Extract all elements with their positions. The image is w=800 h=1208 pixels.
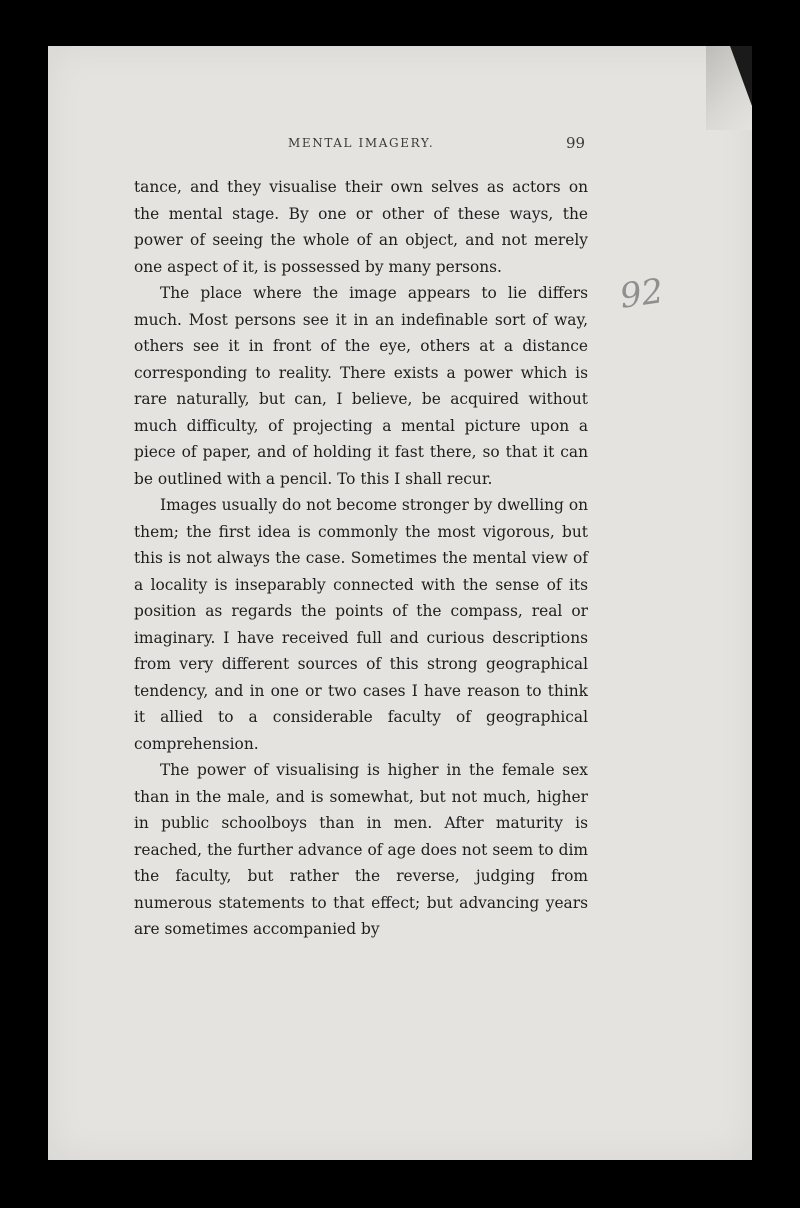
book-page — [48, 46, 752, 1160]
paragraph-1: tance, and they visualise their own selves as actors on the mental stage. By one or other of these ways, the power of seeing the whole of an object, and not merely one aspect of it, is possessed by many persons. — [134, 178, 588, 276]
page-number: 99 — [566, 134, 586, 152]
page-corner-fold — [706, 46, 752, 130]
body-text — [134, 174, 588, 943]
paragraph-4: The power of visualising is higher in the female sex than in the male, and is somewhat, but not much, higher in public schoolboys than in men. After maturity is reached, the further advance of age does not seem to dim the faculty, but rather the reverse, judging from numerous statements to that effect; but advancing years are sometimes accompanied by — [134, 761, 588, 938]
paragraph-3: Images usually do not become stronger by dwelling on them; the first idea is commonly the most vigorous, but this is not always the case. Sometimes the mental view of a locality is inseparably connected with the sense of its position as regards the points of the compass, real or imaginary. I have received full and curious descriptions from very different sources of this strong geographical tendency, and in one or two cases I have reason to think it allied to a considerable faculty of geographical comprehension. — [134, 496, 588, 753]
paragraph-2: The place where the image appears to lie differs much. Most persons see it in an indefinable sort of way, others see it in front of the eye, others at a distance corresponding to reality. There exists a power which is rare naturally, but can, I believe, be acquired without much difficulty, of projecting a mental picture upon a piece of paper, and of holding it fast there, so that it can be outlined with a pencil. To this I shall recur. — [134, 284, 588, 488]
running-head — [48, 134, 752, 154]
running-title: MENTAL IMAGERY. — [288, 136, 435, 150]
page-corner-edge — [730, 46, 752, 106]
handwritten-margin-note: 92 — [617, 271, 666, 317]
